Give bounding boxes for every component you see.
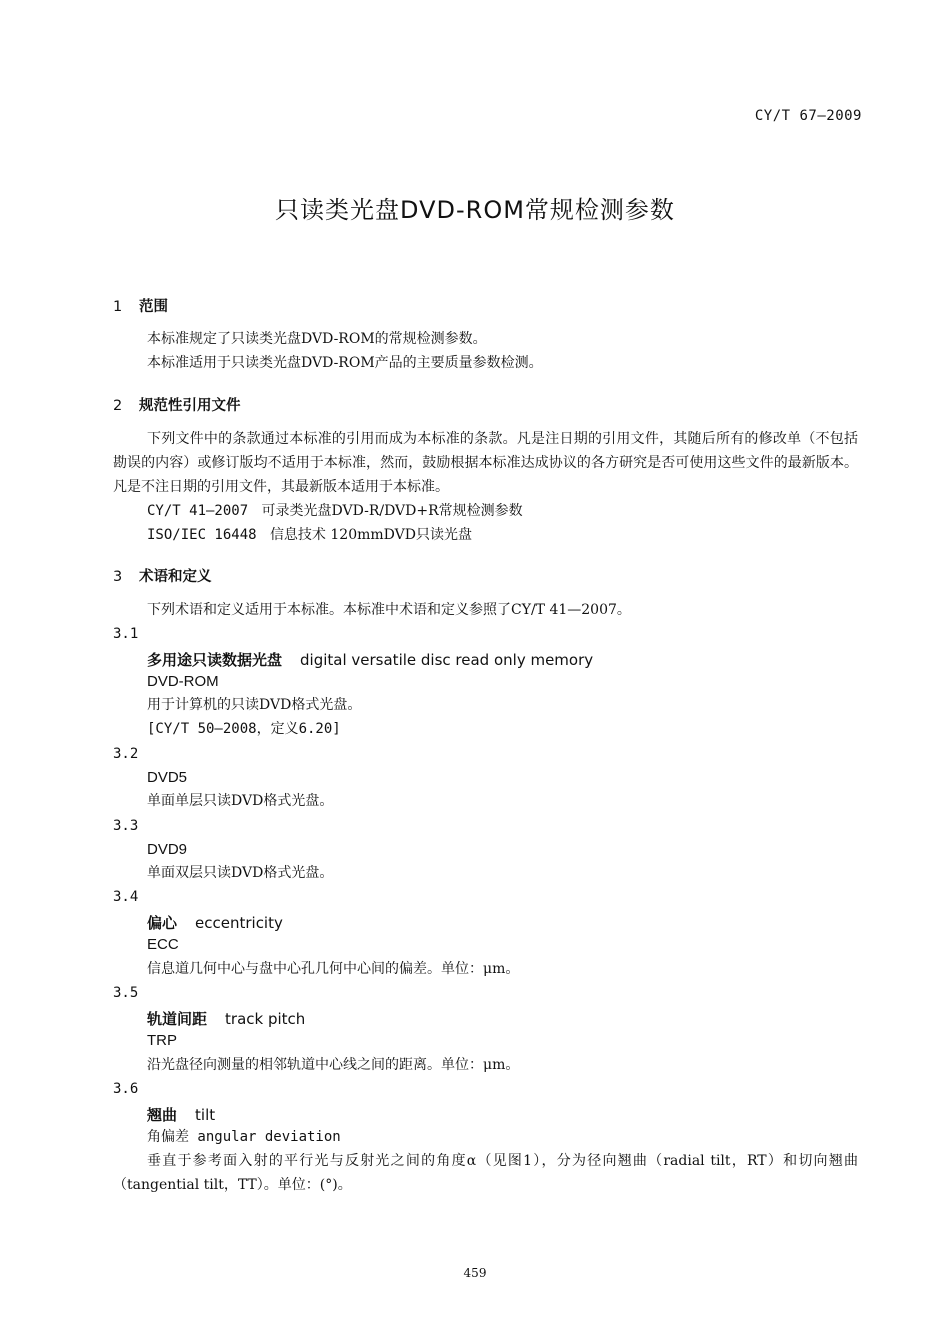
- term-definition: 单面双层只读DVD格式光盘。: [147, 865, 334, 881]
- clause-number: 3.6: [113, 1081, 139, 1097]
- term-abbreviation: ECC: [147, 936, 179, 953]
- term-chinese: 偏心: [147, 914, 178, 932]
- term-abbreviation: DVD5: [147, 769, 188, 786]
- term-chinese: 多用途只读数据光盘: [147, 651, 283, 669]
- clause-number: 3.3: [113, 818, 139, 834]
- term-abbreviation: TRP: [147, 1032, 177, 1049]
- reference-title: 可录类光盘DVD-R/DVD+R常规检测参数: [261, 503, 523, 519]
- paragraph: 下列文件中的条款通过本标准的引用而成为本标准的条款。凡是注日期的引用文件，其随后所有的修改单（不包括勘误的内容）或修订版均不适用于本标准，然而，鼓励根据本标准达成协议的各方研究是否可使用这些文件的最新版本。凡是不注日期的引用文件，其最新版本适用于本标准。: [113, 431, 858, 495]
- reference-code: ISO/IEC 16448: [147, 527, 257, 543]
- section-number: 1: [113, 299, 123, 315]
- paragraph: 本标准适用于只读类光盘DVD-ROM产品的主要质量参数检测。: [147, 355, 543, 371]
- term-entry: [147, 649, 593, 670]
- reference-code: CY/T 41—2007: [147, 503, 249, 519]
- paragraph: 本标准规定了只读类光盘DVD-ROM的常规检测参数。: [147, 331, 487, 347]
- clause-number: 3.2: [113, 746, 139, 762]
- term-chinese: 翘曲: [147, 1106, 178, 1124]
- term-abbreviation: DVD-ROM: [147, 673, 219, 690]
- term-definition: 垂直于参考面入射的平行光与反射光之间的角度α（见图1），分为径向翘曲（radial tilt，RT）和切向翘曲（tangential tilt，TT）。单位：(°)。: [113, 1153, 858, 1193]
- reference-item: [147, 499, 523, 523]
- term-definition: 单面单层只读DVD格式光盘。: [147, 793, 334, 809]
- reference-title: 信息技术 120mmDVD只读光盘: [269, 527, 472, 543]
- section-title: 术语和定义: [139, 569, 212, 585]
- section-3-heading: [113, 565, 212, 586]
- term-abbreviation: DVD9: [147, 841, 188, 858]
- term-definition: 用于计算机的只读DVD格式光盘。: [147, 697, 362, 713]
- section-number: 3: [113, 569, 123, 585]
- section-2-heading: [113, 394, 241, 415]
- term-synonym: 角偏差 angular deviation: [147, 1129, 341, 1145]
- term-english: eccentricity: [195, 914, 283, 932]
- term-english: digital versatile disc read only memory: [300, 651, 594, 669]
- section-1-heading: [113, 295, 168, 316]
- page-number: 459: [463, 1266, 487, 1280]
- section-title: 规范性引用文件: [139, 398, 241, 414]
- clause-number: 3.1: [113, 626, 139, 642]
- term-definition: 沿光盘径向测量的相邻轨道中心线之间的距离。单位：μm。: [147, 1057, 520, 1073]
- term-english: tilt: [195, 1106, 216, 1124]
- clause-number: 3.4: [113, 889, 139, 905]
- term-chinese: 轨道间距: [147, 1010, 208, 1028]
- paragraph: 下列术语和定义适用于本标准。本标准中术语和定义参照了CY/T 41—2007。: [147, 602, 631, 618]
- document-code: CY/T 67—2009: [754, 108, 862, 124]
- term-english: track pitch: [225, 1010, 306, 1028]
- term-entry: [147, 912, 283, 933]
- term-entry: [147, 1104, 215, 1125]
- page-title: 只读类光盘DVD-ROM常规检测参数: [275, 196, 675, 224]
- term-entry: [147, 1008, 305, 1029]
- term-definition: 信息道几何中心与盘中心孔几何中心间的偏差。单位：μm。: [147, 961, 520, 977]
- section-number: 2: [113, 398, 123, 414]
- clause-number: 3.5: [113, 985, 139, 1001]
- term-source-note: [CY/T 50—2008，定义6.20]: [147, 721, 341, 737]
- reference-item: [147, 523, 472, 547]
- section-title: 范围: [139, 299, 168, 315]
